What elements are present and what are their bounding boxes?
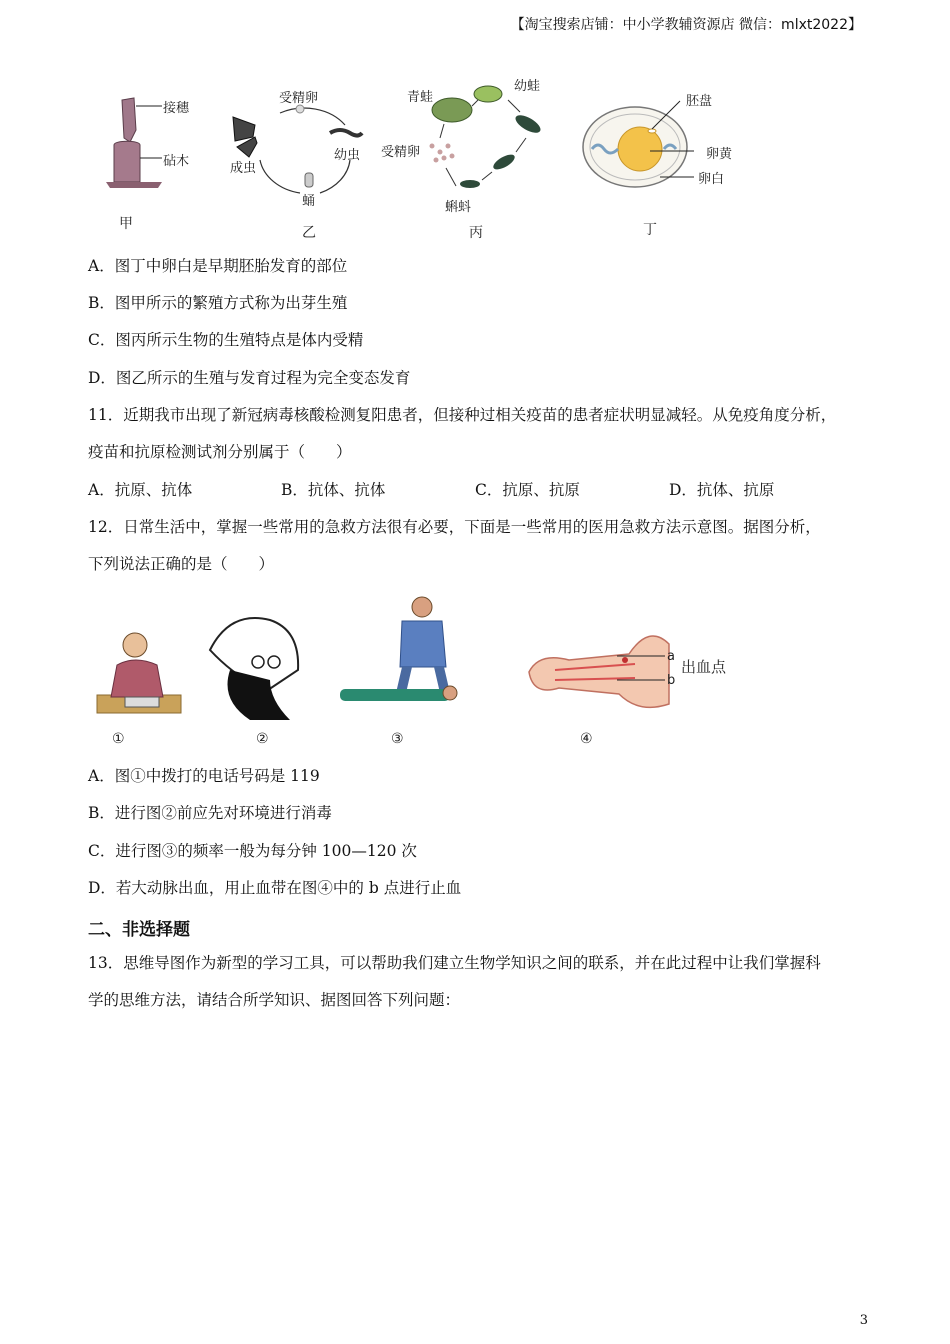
caption-fig2: ② (256, 731, 269, 747)
section-title-non-choice: 二、非选择题 (88, 920, 190, 940)
rootstock-shape (114, 141, 140, 182)
egg-icon (296, 105, 304, 113)
label-a: a (667, 649, 675, 664)
page-number: 3 (859, 1313, 868, 1328)
label-froglet: 幼蛙 (514, 79, 541, 94)
label-scion: 接穗 (163, 101, 190, 116)
label-frog-egg: 受精卵 (381, 145, 421, 160)
q13-stem-line2: 学的思维方法，请结合所学知识、据图回答下列问题： (88, 991, 461, 1009)
butterfly-icon (233, 117, 257, 157)
q11-stem-line2: 疫苗和抗原检测试剂分别属于（ ） (88, 443, 352, 461)
rescuer-head-icon (412, 597, 432, 617)
figure-jia-grafting (100, 90, 210, 240)
label-frog: 青蛙 (407, 90, 434, 105)
caption-yi: 乙 (302, 225, 316, 241)
patient-body-icon (340, 689, 450, 701)
person-head-icon (123, 633, 147, 657)
label-yolk: 卵黄 (706, 147, 733, 162)
q10-option-b: B．图甲所示的繁殖方式称为出芽生殖 (88, 294, 348, 312)
frog-eggs-icon (430, 144, 455, 163)
rootstock-base (106, 182, 162, 188)
caption-fig3: ③ (391, 731, 404, 747)
q11-option-a: A．抗原、抗体 (88, 481, 193, 499)
arm-shape (529, 636, 669, 707)
caption-bing: 丙 (469, 225, 483, 241)
caption-fig1: ① (112, 731, 125, 747)
scion-shape (122, 98, 136, 142)
germinal-disc-shape (648, 129, 656, 133)
figure-cpr (330, 595, 460, 715)
q12-stem-line2: 下列说法正确的是（ ） (88, 555, 275, 573)
figure-emergency-call (95, 625, 185, 720)
froglet-icon (474, 86, 502, 102)
q11-option-b: B．抗体、抗体 (281, 481, 386, 499)
q12-option-b: B．进行图②前应先对环境进行消毒 (88, 804, 332, 822)
label-tadpole: 蝌蚪 (445, 200, 472, 215)
q11-stem-line1: 11．近期我市出现了新冠病毒核酸检测复阳患者，但接种过相关疫苗的患者症状明显减轻。从免疫角度分析， (88, 406, 837, 424)
figure-arm-bleeding (525, 620, 690, 715)
tadpole-icon-1 (513, 112, 543, 136)
label-pupa: 蛹 (302, 194, 316, 209)
label-egg-white: 卵白 (698, 172, 725, 187)
tadpole-icon-3 (460, 180, 480, 188)
caption-jia: 甲 (119, 216, 133, 232)
header-watermark: 【淘宝搜索店铺：中小学教辅资源店 微信：mlxt2022】 (510, 17, 862, 33)
label-fertilized-egg: 受精卵 (279, 91, 319, 106)
phone-icon (125, 697, 159, 707)
q10-option-d: D．图乙所示的生殖与发育过程为完全变态发育 (88, 369, 411, 387)
label-larva: 幼虫 (334, 148, 361, 163)
caption-fig4: ④ (580, 731, 593, 747)
label-rootstock: 砧木 (163, 154, 190, 169)
q12-option-d: D．若大动脉出血，用止血带在图④中的 b 点进行止血 (88, 879, 462, 897)
figure-ding-egg (580, 95, 695, 195)
q12-option-c: C．进行图③的频率一般为每分钟 100—120 次 (88, 842, 417, 860)
q12-stem-line1: 12．日常生活中，掌握一些常用的急救方法很有必要，下面是一些常用的医用急救方法示意图。据图分析， (88, 518, 821, 536)
person-body-icon (111, 660, 163, 697)
q12-option-a: A．图①中拨打的电话号码是 119 (88, 767, 320, 785)
yolk-shape (618, 127, 662, 171)
figure-rescue-breathing (200, 610, 300, 725)
label-b: b (667, 673, 676, 688)
q10-option-a: A．图丁中卵白是早期胚胎发育的部位 (88, 257, 348, 275)
frog-icon (432, 98, 472, 122)
larva-icon (330, 130, 362, 136)
label-bleeding-point: 出血点 (681, 658, 727, 676)
q10-option-c: C．图丙所示生物的生殖特点是体内受精 (88, 331, 364, 349)
bleeding-point-icon (622, 657, 628, 663)
pupa-icon (305, 173, 313, 187)
q13-stem-line1: 13．思维导图作为新型的学习工具，可以帮助我们建立生物学知识之间的联系，并在此过程中让我们掌握科 (88, 954, 821, 972)
label-germinal-disc: 胚盘 (686, 94, 713, 109)
tadpole-icon-2 (491, 152, 517, 173)
rescuer-body-icon (400, 621, 446, 667)
q11-option-c: C．抗原、抗原 (475, 481, 580, 499)
label-adult: 成虫 (230, 161, 257, 176)
q11-option-d: D．抗体、抗原 (669, 481, 775, 499)
caption-ding: 丁 (643, 222, 657, 238)
